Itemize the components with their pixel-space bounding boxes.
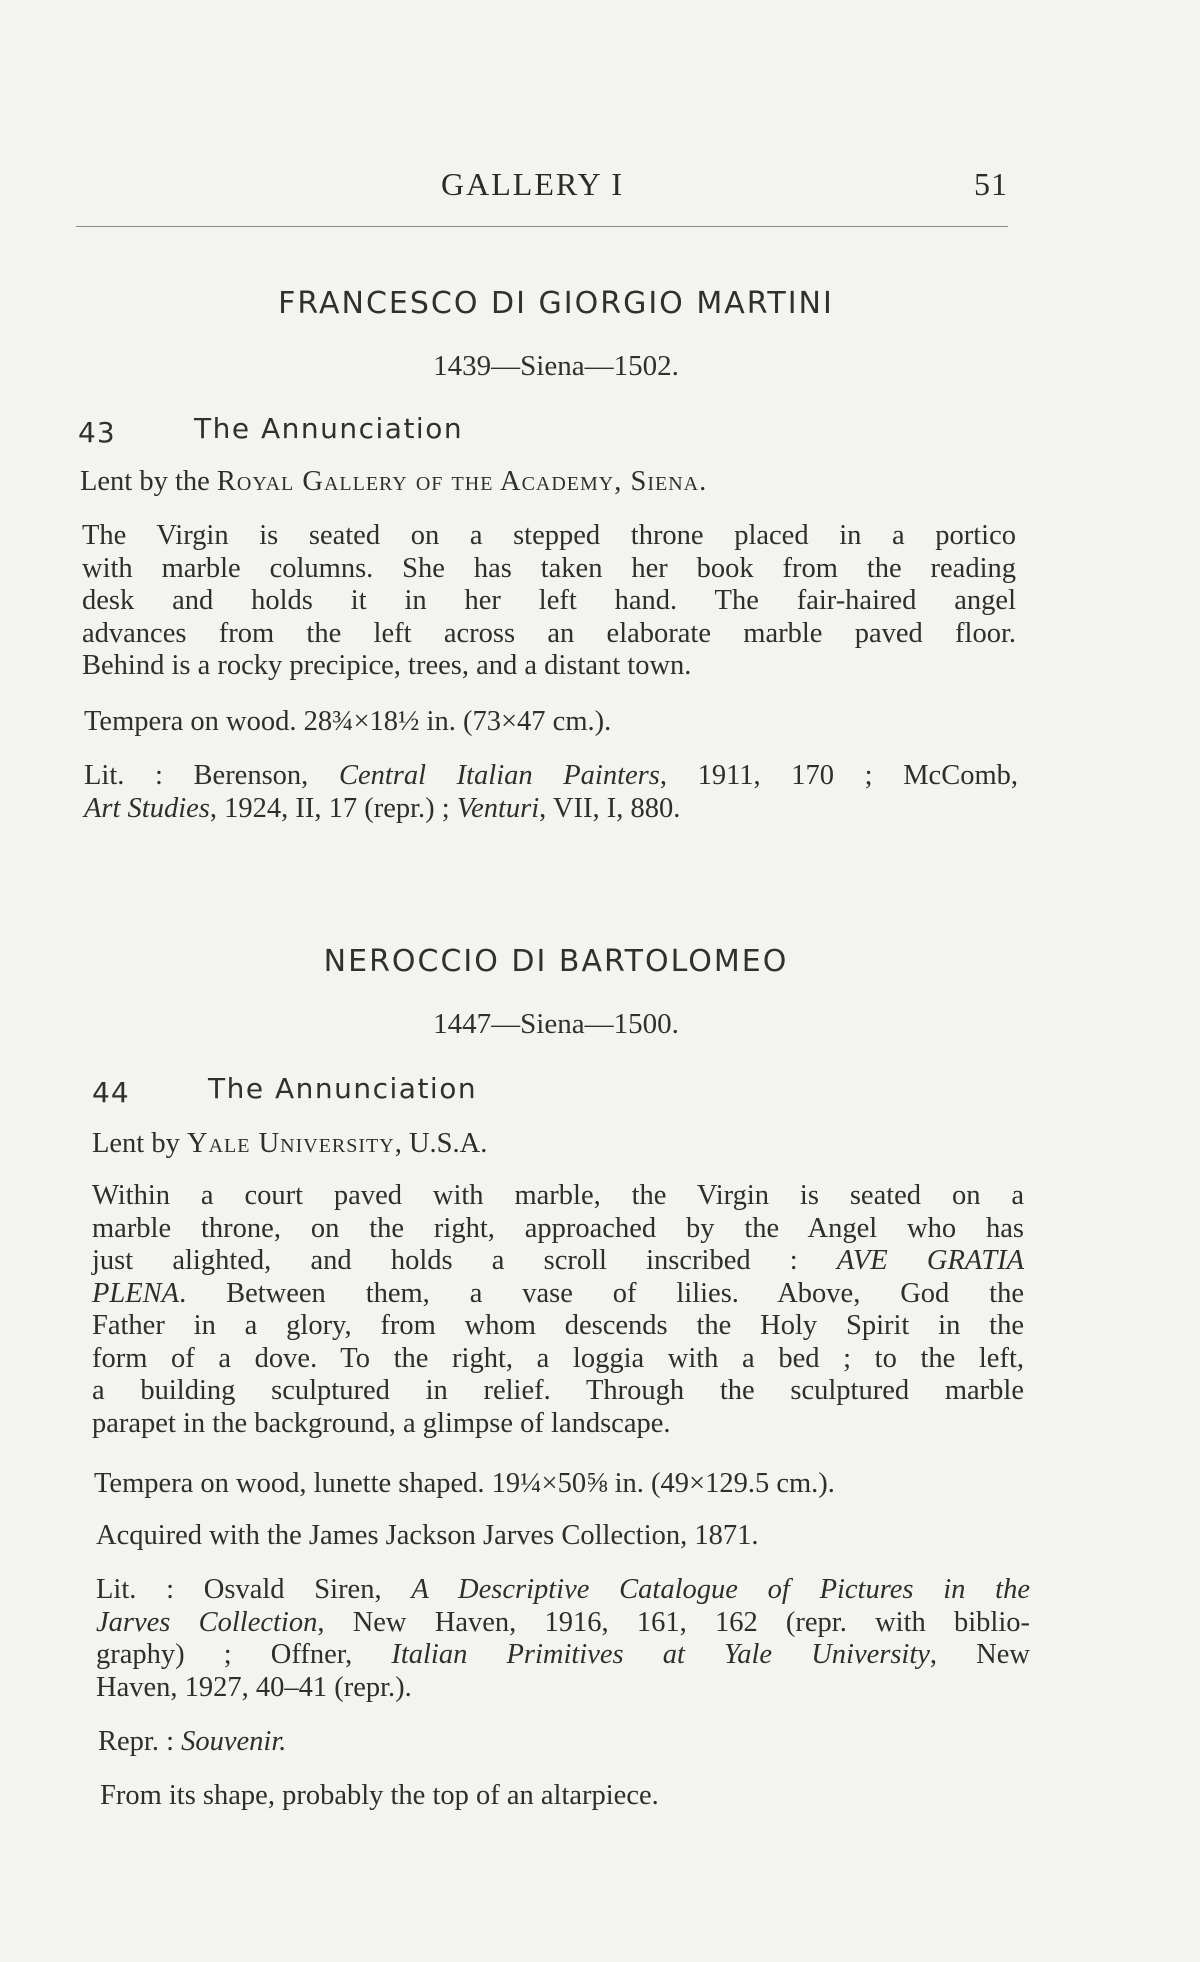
lender-line: Lent by Yale University, U.S.A.	[92, 1128, 488, 1159]
lender-line: Lent by the Royal Gallery of the Academy, Siena.	[80, 466, 708, 497]
description: Within a court paved with marble, the Virgin is seated on a marble throne, on the right, approached by the Angel who has just alighted, and holds a scroll inscribed : AVE GRATIA PLENA. Between them, a vase of lilies. Above, God the Father in a glory, from whom descends the Holy Spirit in the form of a dove. To the right, a loggia with a bed ; to the left, a building sculptured in relief. Through the sculptured marble parapet in the background, a glimpse of landscape.	[92, 1180, 1024, 1439]
acquisition-line: Acquired with the James Jackson Jarves Collection, 1871.	[96, 1520, 759, 1551]
description: The Virgin is seated on a stepped throne placed in a portico with marble columns. She has taken her book from the reading desk and holds it in her left hand. The fair-haired angel advances from the left across an elaborate marble paved floor. Behind is a rocky precipice, trees, and a distant town.	[82, 520, 1016, 681]
gallery-title: GALLERY I	[441, 166, 625, 202]
catalogue-number: 43	[78, 416, 116, 449]
entry-heading	[78, 412, 778, 452]
artwork-title: The Annunciation	[208, 1072, 478, 1105]
artist-dates: 1447—Siena—1500.	[433, 1008, 679, 1040]
reproduction-line: Repr. : Souvenir.	[98, 1726, 287, 1757]
medium-line: Tempera on wood, lunette shaped. 19¼×50⅝ in. (49×129.5 cm.).	[94, 1468, 835, 1499]
literature: Lit. : Osvald Siren, A Descriptive Catalogue of Pictures in the Jarves Collection, New Haven, 1916, 161, 162 (repr. with biblio- graphy) ; Offner, Italian Primitives at Yale University, New Haven, 1927, 40–41 (repr.).	[96, 1574, 1030, 1703]
lender-name: Royal Gallery of the Academy, Siena.	[216, 466, 708, 497]
artist-dates: 1439—Siena—1502.	[433, 350, 679, 382]
entry-heading	[92, 1072, 792, 1112]
catalogue-number: 44	[92, 1076, 130, 1109]
artist-name: NEROCCIO DI BARTOLOMEO	[323, 944, 789, 979]
inscription: AVE GRATIA	[836, 1245, 1024, 1276]
reproduction-title: Souvenir.	[181, 1726, 287, 1757]
artist-name: FRANCESCO DI GIORGIO MARTINI	[278, 286, 834, 321]
lender-name: Yale University	[186, 1128, 395, 1159]
artwork-title: The Annunciation	[194, 412, 464, 445]
running-head	[76, 166, 1008, 210]
note-line: From its shape, probably the top of an altarpiece.	[100, 1780, 659, 1811]
inscription: PLENA	[92, 1277, 180, 1309]
page-number: 51	[974, 166, 1008, 202]
medium-line: Tempera on wood. 28¾×18½ in. (73×47 cm.).	[84, 706, 612, 737]
literature: Lit. : Berenson, Central Italian Painters, 1911, 170 ; McComb, Art Studies, 1924, II, 17 (repr.) ; Venturi, VII, I, 880.	[84, 760, 1018, 824]
header-rule	[76, 226, 1008, 227]
